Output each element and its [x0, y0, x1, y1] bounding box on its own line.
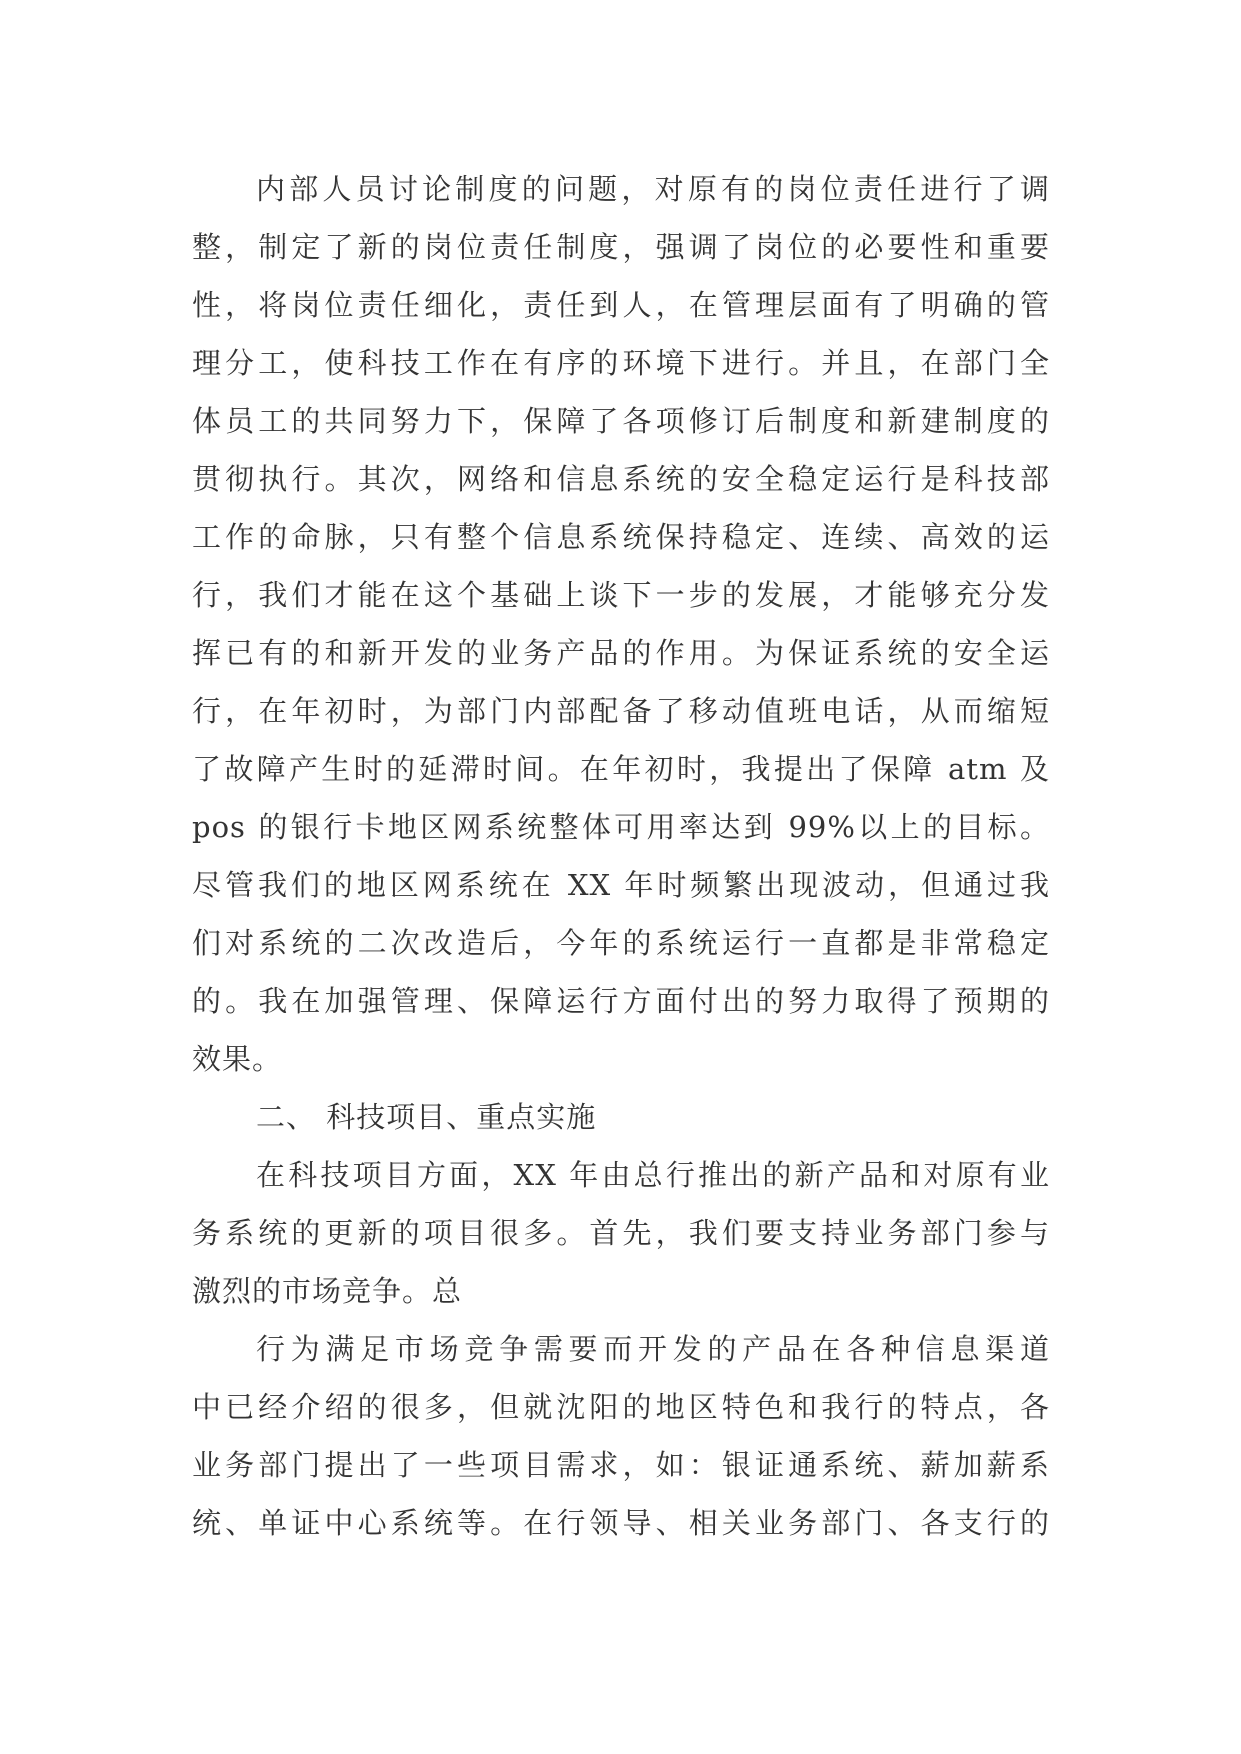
section-heading: 二、 科技项目、重点实施	[256, 1100, 597, 1134]
paragraph-line: 中已经介绍的很多，但就沈阳的地区特色和我行的特点，各	[192, 1390, 1050, 1424]
paragraph-line: 体员工的共同努力下，保障了各项修订后制度和新建制度的	[192, 404, 1050, 438]
paragraph-line: 理分工，使科技工作在有序的环境下进行。并且，在部门全	[192, 346, 1050, 380]
paragraph-line: 激烈的市场竞争。总	[192, 1274, 463, 1308]
paragraph-line: 性，将岗位责任细化，责任到人，在管理层面有了明确的管	[192, 288, 1050, 322]
paragraph-line: 工作的命脉，只有整个信息系统保持稳定、连续、高效的运	[192, 520, 1050, 554]
paragraph-line: 业务部门提出了一些项目需求，如：银证通系统、薪加薪系	[192, 1448, 1050, 1482]
body-text	[192, 160, 1050, 1552]
paragraph-line: 了故障产生时的延滞时间。在年初时，我提出了保障 atm 及	[192, 752, 1050, 786]
paragraph-line: 行，在年初时，为部门内部配备了移动值班电话，从而缩短	[192, 694, 1050, 728]
paragraph-line: 贯彻执行。其次，网络和信息系统的安全稳定运行是科技部	[192, 462, 1050, 496]
paragraph-line: 挥已有的和新开发的业务产品的作用。为保证系统的安全运	[192, 636, 1050, 670]
paragraph-line: 尽管我们的地区网系统在 XX 年时频繁出现波动，但通过我	[192, 868, 1050, 902]
paragraph-line: 内部人员讨论制度的问题，对原有的岗位责任进行了调	[256, 172, 1050, 206]
paragraph-line: pos 的银行卡地区网系统整体可用率达到 99%以上的目标。	[192, 810, 1050, 844]
paragraph-line: 效果。	[192, 1042, 283, 1076]
paragraph-line: 们对系统的二次改造后，今年的系统运行一直都是非常稳定	[192, 926, 1050, 960]
paragraph-line: 行，我们才能在这个基础上谈下一步的发展，才能够充分发	[192, 578, 1050, 612]
paragraph-line: 统、单证中心系统等。在行领导、相关业务部门、各支行的	[192, 1506, 1050, 1540]
paragraph-line: 行为满足市场竞争需要而开发的产品在各种信息渠道	[256, 1332, 1050, 1366]
paragraph-line: 整，制定了新的岗位责任制度，强调了岗位的必要性和重要	[192, 230, 1050, 264]
paragraph-line: 务系统的更新的项目很多。首先，我们要支持业务部门参与	[192, 1216, 1050, 1250]
paragraph-line: 在科技项目方面，XX 年由总行推出的新产品和对原有业	[256, 1158, 1050, 1192]
paragraph-line: 的。我在加强管理、保障运行方面付出的努力取得了预期的	[192, 984, 1050, 1018]
